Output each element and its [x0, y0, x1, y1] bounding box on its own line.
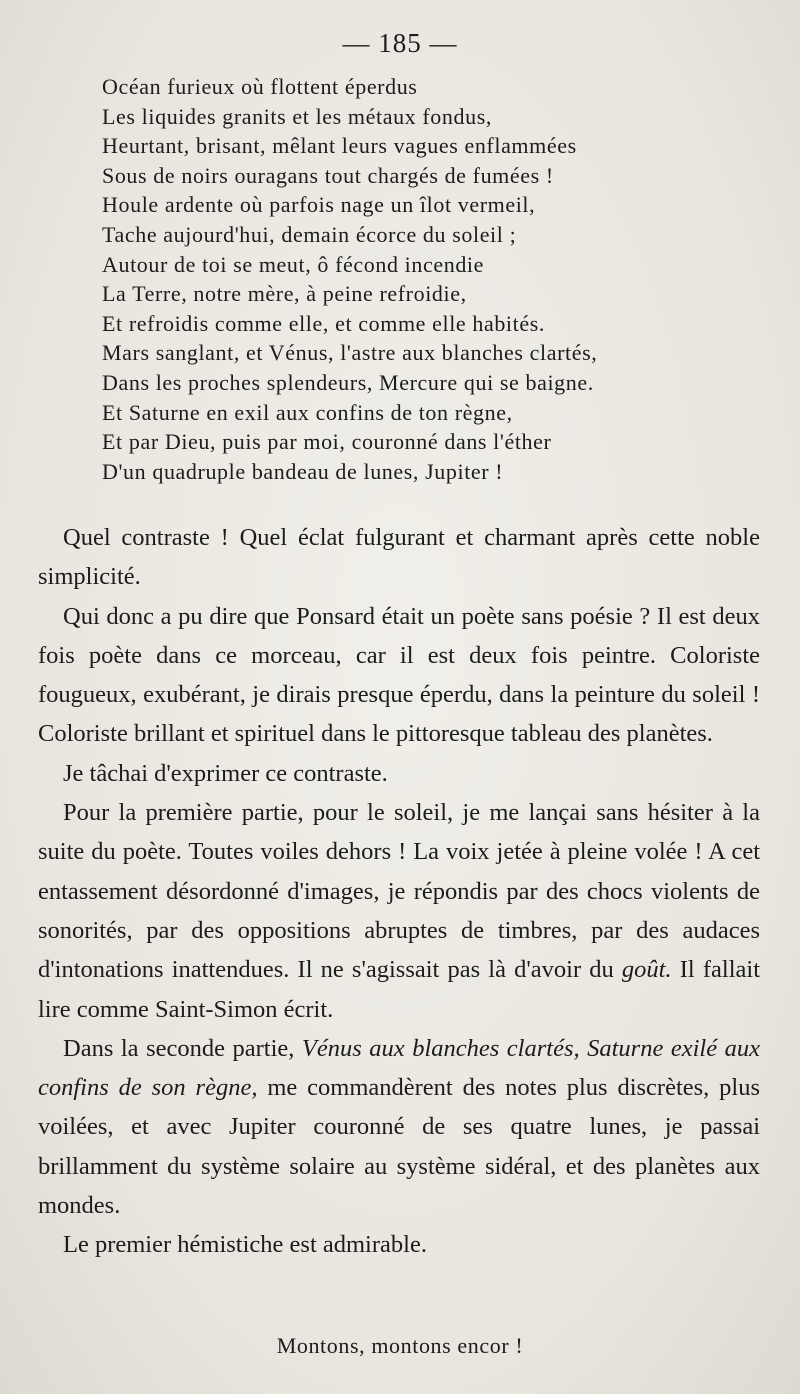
- poem-line: La Terre, notre mère, à peine refroidie,: [102, 281, 467, 307]
- paragraph-hemistiche: Le premier hémistiche est admirable.: [63, 1231, 427, 1259]
- italic-text: goût.: [621, 956, 672, 984]
- poem-line: Houle ardente où parfois nage un îlot vermeil,: [102, 192, 536, 218]
- poem-line: Et refroidis comme elle, et comme elle habités.: [102, 310, 545, 336]
- paragraph-exprimer: Je tâchai d'exprimer ce contraste.: [63, 759, 388, 787]
- poem-line: Autour de toi se meut, ô fécond incendie: [102, 251, 485, 277]
- poem-line: Les liquides granits et les métaux fondus,: [102, 103, 492, 129]
- poem-line: Océan furieux où flottent éperdus: [102, 74, 418, 99]
- paragraph-text: Il fallait lire comme Saint-Simon écrit.: [38, 956, 760, 1023]
- poem-line: D'un quadruple bandeau de lunes, Jupiter !: [102, 458, 504, 484]
- poem-line: Et par Dieu, puis par moi, couronné dans l'éther: [102, 429, 552, 455]
- page-number: — 185 —: [342, 28, 458, 58]
- closing-verse: Montons, montons encor !: [276, 1333, 524, 1358]
- paragraph-text: Dans la seconde partie,: [63, 1034, 302, 1062]
- paragraph-contrast: Quel contraste ! Quel éclat fulgurant et charmant après cette noble simplicité.: [38, 524, 760, 591]
- poem-line: Sous de noirs ouragans tout chargés de fumées !: [102, 162, 554, 188]
- paragraph-premiere-partie: [38, 793, 760, 1029]
- poem-line: Tache aujourd'hui, demain écorce du soleil ;: [102, 221, 517, 247]
- paragraph-ponsard: Qui donc a pu dire que Ponsard était un poète sans poésie ? Il est deux fois poète dans ce morceau, car il est deux fois peintre. Coloriste fougueux, exubérant, je dirais presque éperdu, dans la peinture du soleil ! Coloriste brillant et spirituel dans le pittoresque tableau des planètes.: [38, 602, 760, 748]
- paragraph-text: Pour la première partie, pour le soleil, je me lançai sans hésiter à la suite du poète. Toutes voiles dehors ! La voix jetée à pleine volée ! A cet entassement désordonné d'images, je répondis par des chocs violents de sonorités, par des oppositions abruptes de timbres, par des audaces d'intonations inattendues. Il ne s'agissait pas là d'avoir du: [38, 799, 760, 984]
- poem-line: Dans les proches splendeurs, Mercure qui se baigne.: [102, 369, 594, 395]
- poem-block: [102, 72, 722, 486]
- paragraph-seconde-partie: [38, 1029, 760, 1225]
- prose-body: [38, 518, 760, 1265]
- poem-line: Heurtant, brisant, mêlant leurs vagues enflammées: [102, 133, 577, 159]
- paragraph-text: me commandèrent des notes plus discrètes, plus voilées, et avec Jupiter couronné de ses quatre lunes, je passai brillamment du système solaire au système sidéral, et des planètes aux mondes.: [38, 1074, 760, 1220]
- italic-text: Vénus aux blanches clartés, Saturne exilé aux confins de son règne,: [38, 1034, 760, 1102]
- poem-line: Mars sanglant, et Vénus, l'astre aux blanches clartés,: [102, 340, 598, 366]
- poem-line: Et Saturne en exil aux confins de ton règne,: [102, 399, 513, 425]
